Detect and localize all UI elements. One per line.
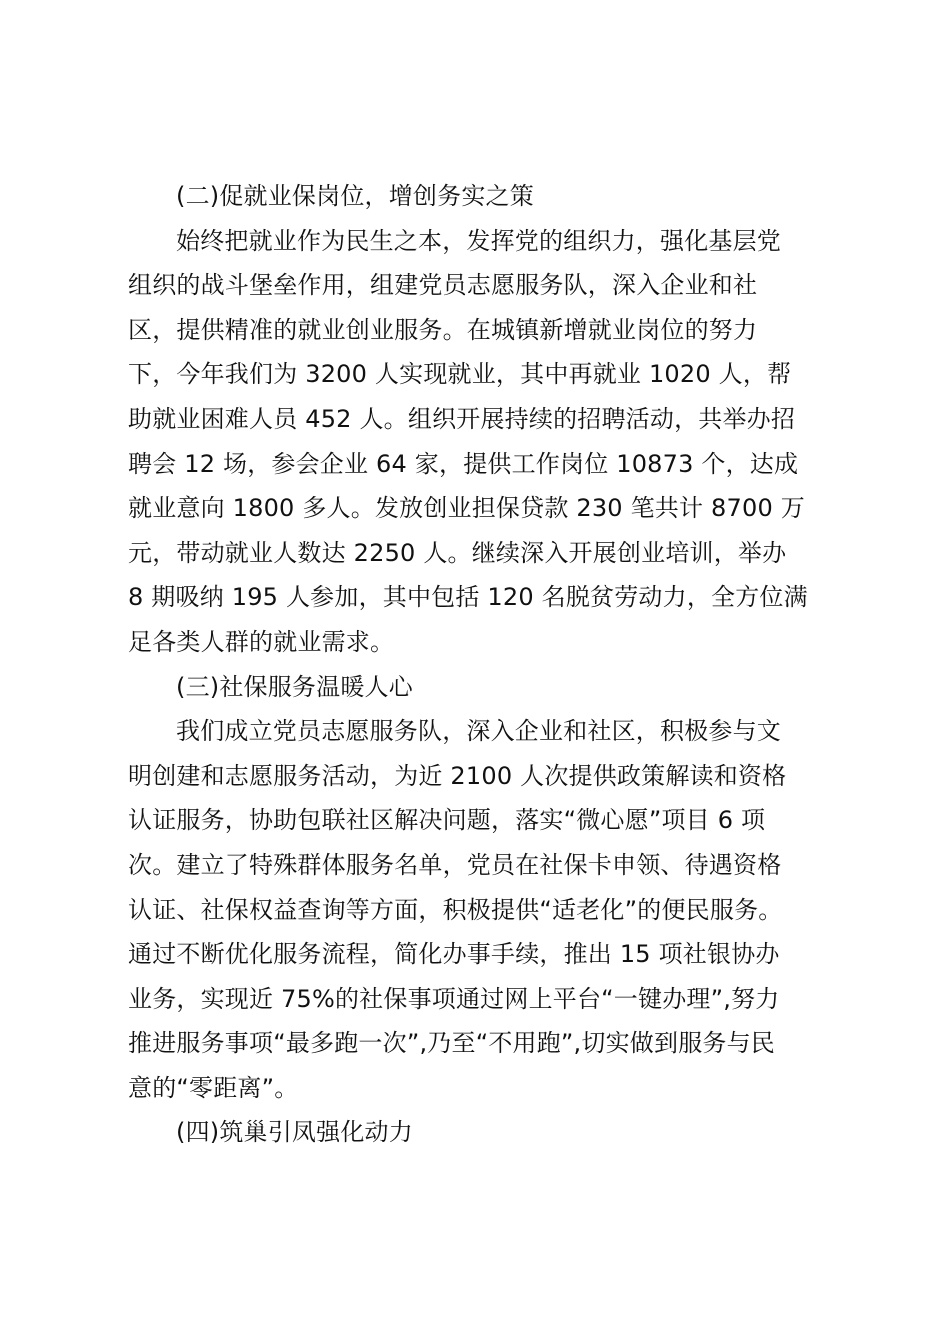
paragraph-line: 认证、社保权益查询等方面，积极提供“适老化”的便民服务。	[128, 895, 783, 924]
paragraph-line: 明创建和志愿服务活动，为近 2100 人次提供政策解读和资格	[128, 761, 787, 790]
document-body	[128, 174, 830, 1155]
heading-talent: (四)筑巢引凤强化动力	[176, 1118, 413, 1147]
paragraph-line: 区，提供精准的就业创业服务。在城镇新增就业岗位的努力	[128, 315, 758, 344]
paragraph-line: 下，今年我们为 3200 人实现就业，其中再就业 1020 人，帮	[128, 360, 792, 389]
paragraph-line: 推进服务事项“最多跑一次”,乃至“不用跑”,切实做到服务与民	[128, 1029, 775, 1058]
heading-employment: (二)促就业保岗位，增创务实之策	[176, 182, 534, 210]
paragraph-line: 认证服务，协助包联社区解决问题，落实“微心愿”项目 6 项	[128, 806, 766, 835]
paragraph-line: 意的“零距离”。	[128, 1073, 299, 1102]
paragraph-line: 就业意向 1800 多人。发放创业担保贷款 230 笔共计 8700 万	[128, 494, 805, 523]
paragraph-line: 业务，实现近 75%的社保事项通过网上平台“一键办理”,努力	[128, 984, 780, 1013]
paragraph-line: 元，带动就业人数达 2250 人。继续深入开展创业培训，举办	[128, 538, 787, 567]
paragraph-line: 始终把就业作为民生之本，发挥党的组织力，强化基层党	[176, 226, 781, 255]
paragraph-line: 助就业困难人员 452 人。组织开展持续的招聘活动，共举办招	[128, 404, 796, 433]
paragraph-line: 足各类人群的就业需求。	[128, 627, 395, 656]
paragraph-line: 8 期吸纳 195 人参加，其中包括 120 名脱贫劳动力，全方位满	[128, 583, 808, 612]
paragraph-line: 通过不断优化服务流程，简化办事手续，推出 15 项社银协办	[128, 940, 780, 969]
paragraph-line: 我们成立党员志愿服务队，深入企业和社区，积极参与文	[176, 717, 781, 746]
heading-social-security: (三)社保服务温暖人心	[176, 672, 413, 701]
paragraph-line: 次。建立了特殊群体服务名单，党员在社保卡申领、待遇资格	[128, 850, 782, 879]
paragraph-line: 聘会 12 场，参会企业 64 家，提供工作岗位 10873 个，达成	[128, 449, 799, 478]
paragraph-line: 组织的战斗堡垒作用，组建党员志愿服务队，深入企业和社	[128, 271, 758, 300]
